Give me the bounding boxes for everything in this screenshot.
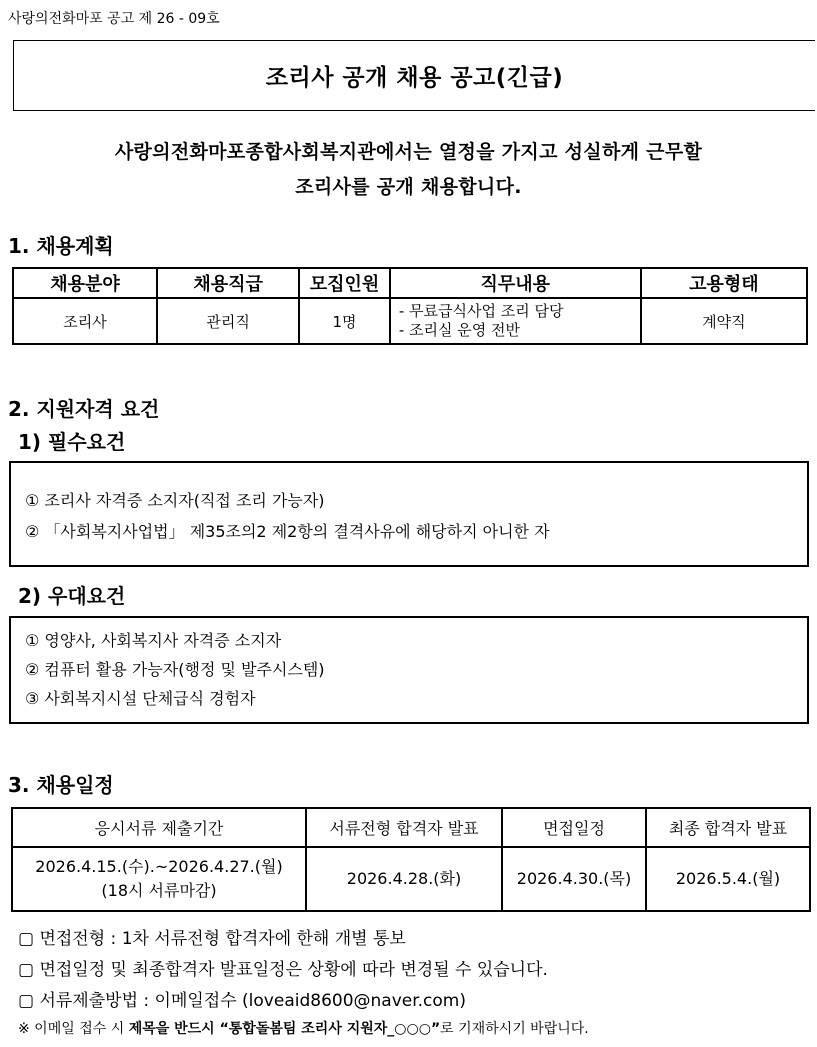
table-cell-count: 1명 bbox=[299, 298, 390, 344]
section-3-heading: 3. 채용일정 bbox=[8, 773, 114, 797]
table-cell-duties bbox=[390, 298, 641, 344]
submission-deadline: (18시 서류마감) bbox=[101, 881, 217, 900]
schedule-table bbox=[11, 807, 811, 912]
list-item: ① 영양사, 사회복지사 자격증 소지자 bbox=[25, 631, 282, 650]
document-number: 사랑의전화마포 공고 제 26 - 09호 bbox=[8, 11, 220, 27]
submission-dates: 2026.4.15.(수).~2026.4.27.(월) bbox=[35, 857, 283, 876]
section-2-heading: 2. 지원자격 요건 bbox=[8, 397, 160, 421]
footnote-suffix: 로 기재하시기 바랍니다. bbox=[440, 1021, 589, 1037]
required-qualifications-box bbox=[9, 461, 809, 567]
list-item: ② 컴퓨터 활용 가능자(행정 및 발주시스템) bbox=[25, 660, 325, 679]
list-item: ② 「사회복지사업법」 제35조의2 제2항의 결격사유에 해당하지 아니한 자 bbox=[25, 522, 550, 541]
note-interview: ▢ 면접전형 : 1차 서류전형 합격자에 한해 개별 통보 bbox=[18, 929, 406, 949]
table-row bbox=[13, 298, 807, 344]
table-cell-employment-type: 계약직 bbox=[641, 298, 807, 344]
table-header-cell: 직무내용 bbox=[390, 268, 641, 298]
duty-item: - 무료급식사업 조리 담당 bbox=[398, 302, 564, 320]
table-header-row bbox=[12, 808, 810, 847]
hiring-plan-table bbox=[12, 267, 808, 345]
table-header-row bbox=[13, 268, 807, 298]
table-header-cell: 채용직급 bbox=[157, 268, 299, 298]
table-cell-document-result: 2026.4.28.(화) bbox=[306, 847, 502, 911]
table-cell-final-result: 2026.5.4.(월) bbox=[646, 847, 810, 911]
table-header-cell: 고용형태 bbox=[641, 268, 807, 298]
duty-item: - 조리실 운영 전반 bbox=[398, 321, 520, 339]
email-footnote bbox=[18, 1018, 589, 1038]
table-cell-rank: 관리직 bbox=[157, 298, 299, 344]
footnote-emphasis: 제목을 반드시 “통합돌봄팀 조리사 지원자_○○○” bbox=[128, 1021, 441, 1037]
intro-line-1: 사랑의전화마포종합사회복지관에서는 열정을 가지고 성실하게 근무할 bbox=[114, 141, 703, 163]
table-header-cell: 면접일정 bbox=[502, 808, 646, 847]
table-header-cell: 최종 합격자 발표 bbox=[646, 808, 810, 847]
table-header-cell: 모집인원 bbox=[299, 268, 390, 298]
list-item: ① 조리사 자격증 소지자(직접 조리 가능자) bbox=[25, 491, 325, 510]
list-item: ③ 사회복지시설 단체급식 경험자 bbox=[25, 689, 256, 708]
table-cell-interview-date: 2026.4.30.(목) bbox=[502, 847, 646, 911]
table-header-cell: 채용분야 bbox=[13, 268, 157, 298]
required-heading: 1) 필수요건 bbox=[18, 430, 126, 454]
note-submission-method: ▢ 서류제출방법 : 이메일접수 (loveaid8600@naver.com) bbox=[18, 991, 467, 1011]
preferred-qualifications-box bbox=[9, 616, 809, 724]
table-header-cell: 응시서류 제출기간 bbox=[12, 808, 306, 847]
section-1-heading: 1. 채용계획 bbox=[8, 234, 114, 258]
preferred-heading: 2) 우대요건 bbox=[18, 584, 126, 608]
footnote-prefix: ※ 이메일 접수 시 bbox=[18, 1021, 129, 1037]
note-schedule-change: ▢ 면접일정 및 최종합격자 발표일정은 상황에 따라 변경될 수 있습니다. bbox=[18, 960, 548, 980]
intro-line-2: 조리사를 공개 채용합니다. bbox=[295, 176, 522, 198]
table-header-cell: 서류전형 합격자 발표 bbox=[306, 808, 502, 847]
page-title: 조리사 공개 채용 공고(긴급) bbox=[13, 40, 815, 111]
table-cell-field: 조리사 bbox=[13, 298, 157, 344]
table-row bbox=[12, 847, 810, 911]
table-cell-submission-period bbox=[12, 847, 306, 911]
